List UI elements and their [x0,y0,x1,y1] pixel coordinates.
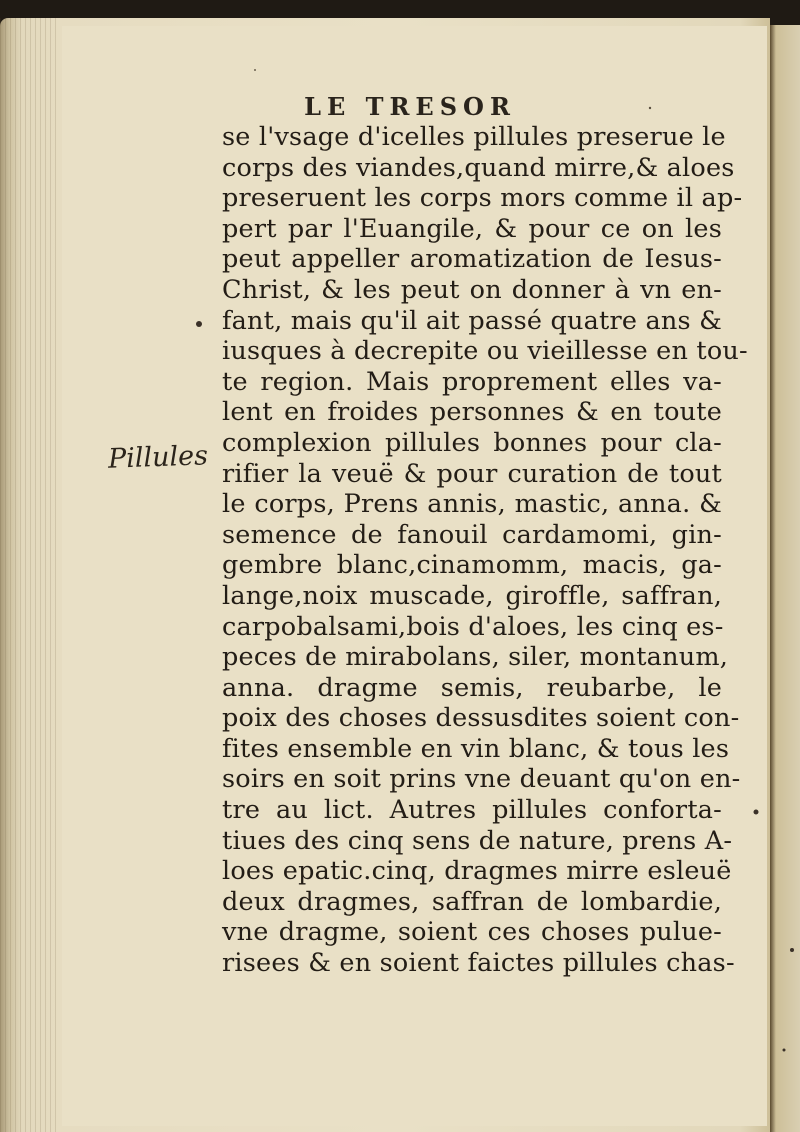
body-text [222,122,748,979]
text-line: gembre blanc,cinamomm, macis, ga- [222,550,722,581]
text-line: fant, mais qu'il ait passé quatre ans & [222,305,722,336]
text-line: rifier la veuë & pour curation de tout [222,458,722,489]
marginal-note: Pillules [107,440,209,475]
text-line: peut appeller aromatization de Iesus- [222,244,722,275]
text-line: loes epatic.cinq, dragmes mirre esleuë [222,856,732,887]
text-line: poix des choses dessusdites soient con- [222,703,740,734]
text-line: corps des viandes,quand mirre,& aloes [222,152,735,183]
facing-page-edge [770,25,800,1132]
text-line: semence de fanouil cardamomi, gin- [222,519,722,550]
text-line: fites ensemble en vin blanc, & tous les [222,733,730,764]
text-line: tiues des cinq sens de nature, prens A- [222,825,733,856]
text-line: peces de mirabolans, siler, montanum, [222,642,729,673]
text-line: anna. dragme semis, reubarbe, le [222,672,722,703]
text-line: te region. Mais proprement elles va- [222,366,722,397]
text-line: lange,noix muscade, giroffle, saffran, [222,580,722,611]
running-head-title: LE TRESOR [304,92,516,121]
text-line: complexion pillules bonnes pour cla- [222,427,722,458]
text-line: vne dragme, soient ces choses pulue- [222,917,722,948]
text-line: carpobalsami,bois d'aloes, les cinq es- [222,611,724,642]
text-line: risees & en soient faictes pillules chas- [222,948,735,979]
text-line: preseruent les corps mors comme il ap- [222,183,743,214]
text-line: Christ, & les peut on donner à vn en- [222,274,722,305]
text-line: deux dragmes, saffran de lombardie, [222,886,722,917]
text-line: se l'vsage d'icelles pillules preserue le [222,122,726,152]
text-line: tre au lict. Autres pillules conforta- [222,795,722,826]
text-line: iusques à decrepite ou vieillesse en tou- [222,336,748,367]
text-line: lent en froides personnes & en toute [222,397,722,428]
text-line: le corps, Prens annis, mastic, anna. & [222,489,722,520]
text-line: soirs en soit prins vne deuant qu'on en- [222,764,741,795]
running-head [220,92,600,121]
text-line: pert par l'Euangile, & pour ce on les [222,213,722,244]
page-edges [0,18,60,1132]
